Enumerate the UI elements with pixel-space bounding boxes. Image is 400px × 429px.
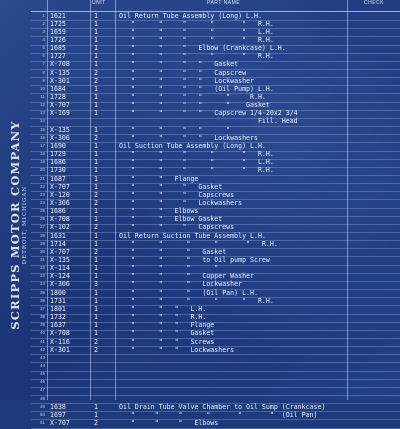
- part-number: X-135: [50, 68, 70, 77]
- line-number: 30: [39, 248, 45, 254]
- unit-qty: 1: [94, 402, 98, 411]
- part-number: X-301: [50, 345, 70, 354]
- unit-qty: 1: [94, 296, 98, 305]
- line-number: 48: [39, 395, 45, 401]
- part-description: " " " Elbow (Crankcase) L.H.: [119, 44, 286, 53]
- part-description: " " " " " L.H.: [119, 27, 274, 36]
- part-description: " " " " Lockwashers: [119, 133, 258, 142]
- company-name: SCRIPPS MOTOR COMPANY: [8, 120, 22, 330]
- part-number: X-708: [50, 329, 70, 338]
- parts-table: [31, 0, 400, 427]
- line-number: 21: [39, 175, 45, 181]
- part-description: " " " " Capscrew: [119, 68, 247, 77]
- line-number: 19: [39, 159, 45, 165]
- part-number: 1732: [50, 313, 66, 322]
- part-number: X-135: [50, 125, 70, 134]
- unit-qty: 1: [94, 52, 98, 61]
- unit-qty: 1: [94, 329, 98, 338]
- part-number: 1684: [50, 84, 66, 93]
- part-description: " " " " " R.H.: [119, 166, 274, 175]
- line-number: 31: [39, 257, 45, 262]
- line-number: 10: [39, 85, 45, 91]
- part-number: 1685: [50, 44, 66, 53]
- line-number: 17: [39, 142, 45, 148]
- part-description: " " " Capscrews: [119, 190, 235, 199]
- part-description: " " " " " R.H.: [119, 93, 266, 101]
- part-description: " " " (Oil Pan) L.H.: [119, 288, 258, 297]
- part-description: " " " " " R.H.: [119, 296, 274, 305]
- part-number: X-124: [50, 272, 70, 281]
- part-description: " " " L.H.: [119, 304, 207, 313]
- part-description: " " " Capscrews: [119, 223, 235, 232]
- part-description: Fill. Head: [119, 117, 298, 126]
- part-number: X-114: [50, 264, 70, 273]
- unit-qty: 1: [94, 44, 98, 53]
- part-description: " " Flange: [119, 174, 199, 183]
- unit-qty: 1: [94, 321, 98, 330]
- unit-qty: 1: [94, 264, 98, 273]
- part-number: 1714: [50, 239, 66, 248]
- table-header: [31, 0, 400, 12]
- part-description: Oil Return Suction Tube Assembly L.H.: [119, 231, 266, 240]
- part-description: " " " " Lockwasher: [119, 76, 254, 85]
- line-number: 26: [39, 216, 45, 222]
- line-number: 13: [39, 110, 45, 116]
- part-number: X-306: [50, 133, 70, 142]
- unit-qty: 1: [94, 11, 98, 20]
- part-number: X-301: [50, 76, 70, 85]
- line-number: 50: [39, 411, 45, 417]
- part-description: " " " Flange: [119, 321, 215, 330]
- line-number: 32: [39, 265, 45, 271]
- part-description: " " " " " Gasket: [119, 101, 270, 110]
- line-number: 5: [42, 45, 45, 51]
- part-number: 1728: [50, 93, 66, 101]
- part-number: X-135: [50, 256, 70, 264]
- part-number: X-102: [50, 223, 70, 232]
- part-description: Oil Drain Tube Valve Chamber to Oil Sump (Crankcase): [119, 402, 326, 411]
- line-number: 4: [42, 36, 45, 42]
- part-number: 1637: [50, 321, 66, 330]
- line-number: 11: [40, 94, 45, 99]
- part-number: X-707: [50, 419, 70, 427]
- line-number: 6: [42, 53, 45, 59]
- part-description: Oil Suction Tube Assembly (Long) L.H.: [119, 141, 266, 150]
- part-number: X-169: [50, 109, 70, 118]
- part-description: " " " " " R.H.: [119, 150, 274, 159]
- part-number: 1731: [50, 296, 66, 305]
- part-description: " " " " Capscrew 1/4-20x2 3/4: [119, 109, 298, 118]
- unit-qty: 1: [94, 288, 98, 297]
- line-number: 35: [39, 289, 45, 295]
- part-number: X-707: [50, 182, 70, 191]
- table-row: [31, 420, 400, 429]
- unit-qty: 1: [94, 166, 98, 175]
- part-description: " " " ": [119, 264, 219, 273]
- part-number: X-707: [50, 101, 70, 110]
- part-description: " " " " " " (Oil Pan): [119, 410, 318, 419]
- part-description: " " " R.H.: [119, 313, 207, 322]
- unit-qty: 1: [94, 101, 98, 110]
- part-number: 1686: [50, 158, 66, 167]
- part-description: " " " Screws: [119, 337, 215, 346]
- unit-qty: 1: [94, 313, 98, 322]
- line-number: 40: [39, 330, 45, 336]
- line-number: 38: [39, 314, 45, 320]
- part-description: " " " " Gasket: [119, 60, 239, 69]
- line-number: 36: [39, 297, 45, 303]
- part-description: " " " to Oil pump Screw: [119, 256, 270, 264]
- line-number: 12: [39, 102, 45, 108]
- unit-qty: 1: [94, 27, 98, 36]
- line-number: 28: [39, 232, 45, 238]
- header-check: CHECK: [364, 0, 385, 6]
- part-number: 1725: [50, 19, 66, 28]
- line-number: 22: [39, 183, 45, 189]
- unit-qty: 1: [94, 19, 98, 28]
- company-imprint: [8, 107, 32, 343]
- part-number: 1686: [50, 207, 66, 216]
- unit-qty: 2: [94, 198, 98, 207]
- part-number: 1730: [50, 166, 66, 175]
- part-description: " " " " (Oil Pump) L.H.: [119, 84, 274, 93]
- part-description: " " " Lockwasher: [119, 280, 243, 289]
- unit-qty: 2: [94, 223, 98, 232]
- unit-qty: 2: [94, 68, 98, 77]
- line-number: 15: [39, 126, 45, 132]
- part-number: 1687: [50, 174, 66, 183]
- unit-qty: 2: [94, 345, 98, 354]
- line-number: 39: [39, 322, 45, 328]
- line-number: 45: [39, 371, 45, 377]
- unit-qty: 1: [94, 304, 98, 313]
- part-number: 1727: [50, 52, 66, 61]
- part-number: 1729: [50, 150, 66, 159]
- part-number: 1659: [50, 27, 66, 36]
- unit-qty: 1: [94, 182, 98, 191]
- line-number: 8: [42, 69, 45, 75]
- part-number: X-708: [50, 215, 70, 224]
- unit-qty: 1: [94, 207, 98, 216]
- unit-qty: 1: [94, 35, 98, 44]
- unit-qty: 2: [94, 190, 98, 199]
- unit-qty: 1: [94, 158, 98, 167]
- part-number: X-306: [50, 280, 70, 289]
- line-number: 16: [39, 134, 45, 140]
- part-number: 1801: [50, 304, 66, 313]
- line-number: 1: [42, 12, 45, 18]
- part-description: " " " " " R.H.: [119, 19, 274, 28]
- part-number: 1697: [50, 410, 66, 419]
- part-description: " " " " " L.H.: [119, 158, 274, 167]
- line-number: 49: [39, 403, 45, 409]
- part-description: " " " Lockwashers: [119, 198, 243, 207]
- line-number: 43: [39, 354, 45, 360]
- company-city: DETROIT, MICHIGAN: [22, 185, 28, 265]
- header-part-name: PART NAME: [207, 0, 241, 6]
- unit-qty: 1: [94, 256, 98, 264]
- line-number: 34: [39, 281, 45, 287]
- unit-qty: 1: [94, 215, 98, 224]
- unit-qty: 1: [94, 84, 98, 93]
- part-description: " " " Elbows: [119, 419, 219, 427]
- part-description: " " Elbows: [119, 207, 199, 216]
- line-number: 2: [42, 20, 45, 26]
- line-number: 51: [39, 420, 45, 425]
- unit-qty: 2: [94, 247, 98, 256]
- part-number: X-708: [50, 60, 70, 69]
- part-number: X-707: [50, 247, 70, 256]
- line-number: 44: [39, 362, 45, 368]
- part-description: " " " " ": [119, 125, 231, 134]
- part-description: " " " " " R.H.: [119, 239, 278, 248]
- header-unit: UNIT: [92, 0, 106, 6]
- line-number: 14: [39, 118, 45, 124]
- unit-qty: 1: [94, 93, 98, 101]
- part-description: Oil Return Tube Assembly (Long) L.H.: [119, 11, 262, 20]
- part-number: X-116: [50, 337, 70, 346]
- line-number: 37: [39, 305, 45, 311]
- part-description: " " Elbow Gasket: [119, 215, 223, 224]
- part-description: " " " Gasket: [119, 329, 215, 338]
- line-number: 7: [42, 61, 45, 67]
- part-number: 1690: [50, 141, 66, 150]
- part-number: X-120: [50, 190, 70, 199]
- unit-qty: 1: [94, 231, 98, 240]
- part-description: " " " " " R.H.: [119, 35, 274, 44]
- line-number: 46: [39, 379, 45, 385]
- unit-qty: 1: [94, 174, 98, 183]
- part-description: " " " " " R.H.: [119, 52, 274, 61]
- unit-qty: 1: [94, 109, 98, 118]
- line-number: 27: [39, 224, 45, 230]
- part-description: " " " Lockwashers: [119, 345, 235, 354]
- line-number: 20: [39, 167, 45, 173]
- part-number: 1726: [50, 35, 66, 44]
- line-number: 23: [39, 191, 45, 197]
- line-number: 47: [39, 387, 45, 393]
- part-number: 1631: [50, 231, 66, 240]
- part-number: X-306: [50, 198, 70, 207]
- unit-qty: 2: [94, 76, 98, 85]
- line-number: 41: [39, 338, 45, 344]
- part-description: " " " Gasket: [119, 182, 223, 191]
- part-description: " " " Copper Washer: [119, 272, 254, 281]
- part-number: 1638: [50, 402, 66, 411]
- line-number: 18: [39, 151, 45, 157]
- unit-qty: 1: [94, 410, 98, 419]
- line-number: 25: [39, 208, 45, 214]
- line-number: 42: [39, 346, 45, 352]
- unit-qty: 2: [94, 133, 98, 142]
- line-number: 29: [39, 240, 45, 246]
- line-number: 33: [39, 273, 45, 279]
- line-number: 24: [39, 199, 45, 205]
- unit-qty: 2: [94, 419, 98, 427]
- unit-qty: 1: [94, 141, 98, 150]
- unit-qty: 1: [94, 272, 98, 281]
- unit-qty: 1: [94, 60, 98, 69]
- unit-qty: 1: [94, 125, 98, 134]
- part-number: 1800: [50, 288, 66, 297]
- part-number: 1621: [50, 11, 66, 20]
- unit-qty: 2: [94, 337, 98, 346]
- unit-qty: 1: [94, 150, 98, 159]
- line-number: 9: [42, 77, 45, 83]
- line-number: 3: [42, 28, 45, 34]
- unit-qty: 1: [94, 239, 98, 248]
- unit-qty: 3: [94, 280, 98, 289]
- part-description: " " " Gasket: [119, 247, 227, 256]
